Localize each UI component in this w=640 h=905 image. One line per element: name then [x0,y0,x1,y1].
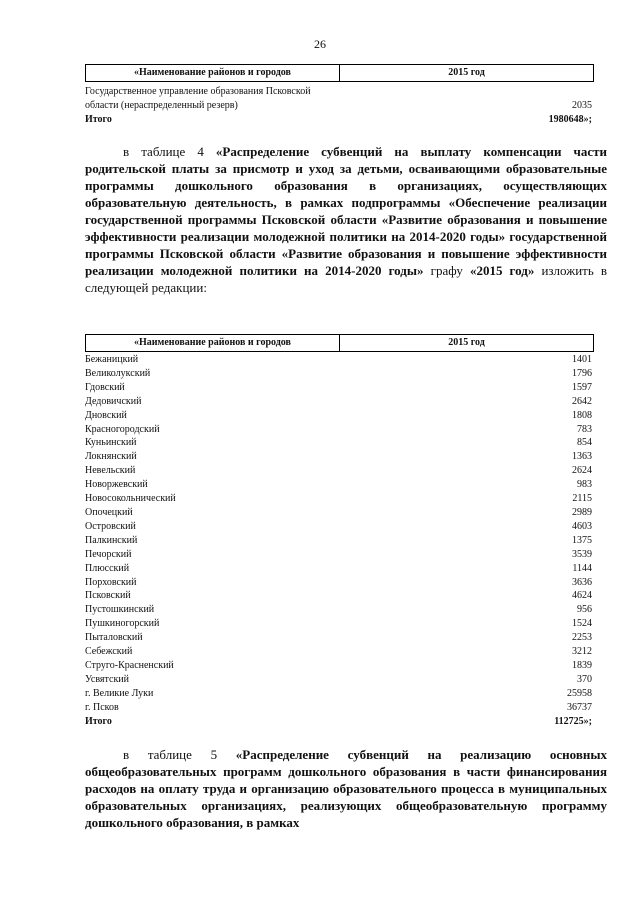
table-row [85,701,594,715]
paragraph-prefix: в таблице 4 [123,144,216,159]
table-row [85,395,594,409]
row-value: 1363 [572,451,592,463]
row-name: Пушкиногорский [85,618,160,630]
row-name: Локнянский [85,451,137,463]
row-name: г. Псков [85,701,119,713]
table-row [85,464,594,478]
row-value: 983 [577,479,592,491]
row-name: Великолукский [85,367,151,379]
total-value: 112725»; [554,715,592,727]
row-name: Гдовский [85,381,125,393]
row-value: 4603 [572,520,592,532]
paragraph-bold-title: «Распределение субвенций на реализацию основных общеобразовательных программ дошкольного образования в части финансирования расходов на оплату труда и организацию образовательного процесса в муниципальных образовательных организациях, реализующих общеобразовательную программу дошкольного образования, в рамках [85,747,607,830]
table-row [85,492,594,506]
row-value: 2624 [572,465,592,477]
column-header-year: 2015 год [448,67,485,78]
row-name: Псковский [85,590,131,602]
row-value: 1144 [572,562,592,574]
column-header-year: 2015 год [448,337,485,348]
row-name: Плюсский [85,562,130,574]
table-row [85,367,594,381]
table-row [85,562,594,576]
row-value: 2989 [572,506,592,518]
row-name: Пыталовский [85,632,143,644]
page-number: 26 [314,37,326,51]
table-2 [85,334,594,728]
row-value: 3539 [572,548,592,560]
row-value: 4624 [572,590,592,602]
row-value: 783 [577,423,592,435]
column-header-name: «Наименование районов и городов [86,335,340,351]
row-name: Усвятский [85,673,129,685]
table-total-row [85,715,594,729]
total-label: Итого [85,715,112,727]
row-name: Дновский [85,409,127,421]
row-value: 1839 [572,659,592,671]
row-name: Невельский [85,465,136,477]
row-name: Новоржевский [85,479,148,491]
table-2-body [85,353,594,715]
row-name: Себежский [85,646,133,658]
row-name: Струго-Красненский [85,659,174,671]
row-value: 3636 [572,576,592,588]
table-row [85,673,594,687]
row-value: 25958 [567,687,592,699]
row-name: Палкинский [85,534,138,546]
table-row [85,450,594,464]
paragraph-table-5 [85,746,607,831]
row-name: Печорский [85,548,132,560]
row-name: Новосокольнический [85,493,176,505]
table-row [85,589,594,603]
table-row [85,423,594,437]
row-value: 1796 [572,367,592,379]
row-value: 2035 [572,99,592,111]
row-value: 854 [577,437,592,449]
table-row [85,603,594,617]
total-value: 1980648»; [548,113,592,125]
paragraph-bold-title: «Распределение субвенций на выплату компенсации части родительской платы за присмотр и уход за детьми, осваивающими образовательные программы дошкольного образования в организациях, осуществляющих образовательную деятельность, в рамках подпрограммы «Обеспечение реализации государственной программы Псковской области «Развитие образования и повышение эффективности реализации молодежной политики на 2014-2020 годы» государственной программы Псковской области «Развитие образования и повышение эффективности реализации молодежной политики на 2014-2020 годы» [85,144,607,278]
table-row [85,576,594,590]
table-2-header [85,334,594,352]
row-name: Куньинский [85,437,137,449]
row-name: Опочецкий [85,506,133,518]
row-value: 370 [577,673,592,685]
row-name: Государственное управление образования Псковской области (нераспределенный резерв) [85,86,311,111]
table-row [85,353,594,367]
table-row [85,534,594,548]
table-row [85,85,594,113]
table-total-row [85,113,594,127]
table-row [85,659,594,673]
row-value: 2115 [572,493,592,505]
table-row [85,687,594,701]
table-row [85,645,594,659]
row-value: 1808 [572,409,592,421]
row-name: Красногородский [85,423,160,435]
table-row [85,409,594,423]
table-row [85,617,594,631]
row-name: Дедовичский [85,395,142,407]
column-header-name: «Наименование районов и городов [86,65,340,81]
row-value: 3212 [572,646,592,658]
row-value: 1524 [572,618,592,630]
paragraph-suffix: изложить в следующей редакции: [85,263,607,295]
paragraph-bold-column: «2015 год» [469,263,535,278]
table-row [85,381,594,395]
total-label: Итого [85,113,112,125]
row-value: 1375 [572,534,592,546]
row-value: 1597 [572,381,592,393]
row-value: 956 [577,604,592,616]
table-1 [85,64,594,127]
paragraph-table-4 [85,143,607,296]
table-1-header [85,64,594,82]
row-name: г. Великие Луки [85,687,154,699]
row-name: Порховский [85,576,137,588]
paragraph-prefix: в таблице 5 [123,747,236,762]
table-row [85,631,594,645]
row-value: 2253 [572,632,592,644]
table-row [85,506,594,520]
table-row [85,520,594,534]
table-row [85,478,594,492]
row-value: 2642 [572,395,592,407]
row-name: Островский [85,520,136,532]
row-value: 36737 [567,701,592,713]
row-name: Пустошкинский [85,604,155,616]
table-row [85,436,594,450]
table-row [85,548,594,562]
paragraph-mid: графу [423,263,470,278]
row-name: Бежаницкий [85,354,139,365]
row-value: 1401 [572,354,592,365]
